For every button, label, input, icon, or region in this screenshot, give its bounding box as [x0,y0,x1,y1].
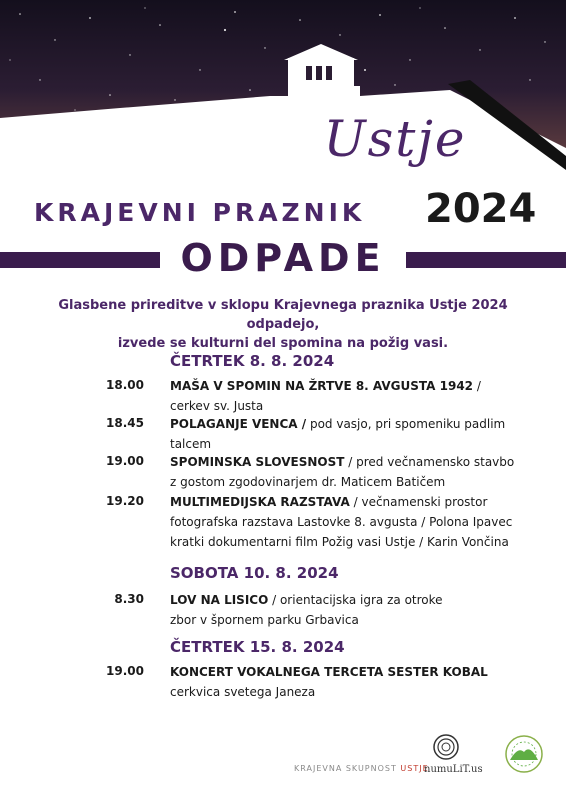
event-time: 18.00 [106,378,144,392]
event-time: 19.20 [106,494,144,508]
event-description [170,376,540,416]
intro-text [30,296,536,353]
event-description [170,590,540,630]
ustje-script-title: Ustje [323,110,467,168]
event-details: / [473,379,481,393]
event-description [170,452,540,492]
day-heading: ČETRTEK 8. 8. 2024 [170,352,335,370]
event-location: fotografska razstava Lastovke 8. avgusta / Polona Ipavec [170,515,513,529]
day-heading: SOBOTA 10. 8. 2024 [170,564,339,582]
event-title: MULTIMEDIJSKA RAZSTAVA [170,495,350,509]
event-description [170,492,540,552]
event-title: KONCERT VOKALNEGA TERCETA SESTER KOBAL [170,665,488,679]
event-year: 2024 [425,186,537,232]
event-title: MAŠA V SPOMIN NA ŽRTVE 8. AVGUSTA 1942 [170,379,474,393]
event-description [170,662,540,702]
event-location: cerkev sv. Justa [170,399,264,413]
event-details: / večnamenski prostor [349,495,488,509]
event-subtitle: KRAJEVNI PRAZNIK [34,198,366,227]
event-title: LOV NA LISICO [170,593,269,607]
event-details: / pred večnamensko stavbo [344,455,515,469]
event-details: pod vasjo, pri spomeniku padlim [306,417,506,431]
event-details: / orientacijska igra za otroke [268,593,443,607]
ks-accent: USTJE [400,764,429,773]
day-heading: ČETRTEK 15. 8. 2024 [170,638,345,656]
event-location: cerkvica svetega Janeza [170,685,316,699]
event-time: 19.00 [106,454,144,468]
divider-band-right [406,252,566,268]
event-location: talcem [170,437,212,451]
numulit-logo-icon [430,732,462,762]
intro-line-1: Glasbene prireditve v sklopu Krajevnega praznika Ustje 2024 odpadejo, [58,298,508,332]
event-title: SPOMINSKA SLOVESNOST [170,455,345,469]
event-location: kratki dokumentarni film Požig vasi Ustje / Karin Vončina [170,535,509,549]
event-time: 8.30 [114,592,144,606]
society-emblem-icon [504,734,544,774]
event-location: zbor v špornem parku Grbavica [170,613,359,627]
event-location: z gostom zgodovinarjem dr. Maticem Batičem [170,475,446,489]
event-time: 19.00 [106,664,144,678]
numulit-logo-text: numuLiT.us [424,764,483,775]
event-title: POLAGANJE VENCA / [170,417,307,431]
divider-band-left [0,252,160,268]
krajevna-skupnost-label [294,764,429,773]
event-time: 18.45 [106,416,144,430]
ks-prefix: KRAJEVNA SKUPNOST [294,764,397,773]
event-description [170,414,540,454]
cancelled-notice: ODPADE [180,236,386,280]
intro-line-2: izvede se kulturni del spomina na požig vasi. [117,336,449,351]
